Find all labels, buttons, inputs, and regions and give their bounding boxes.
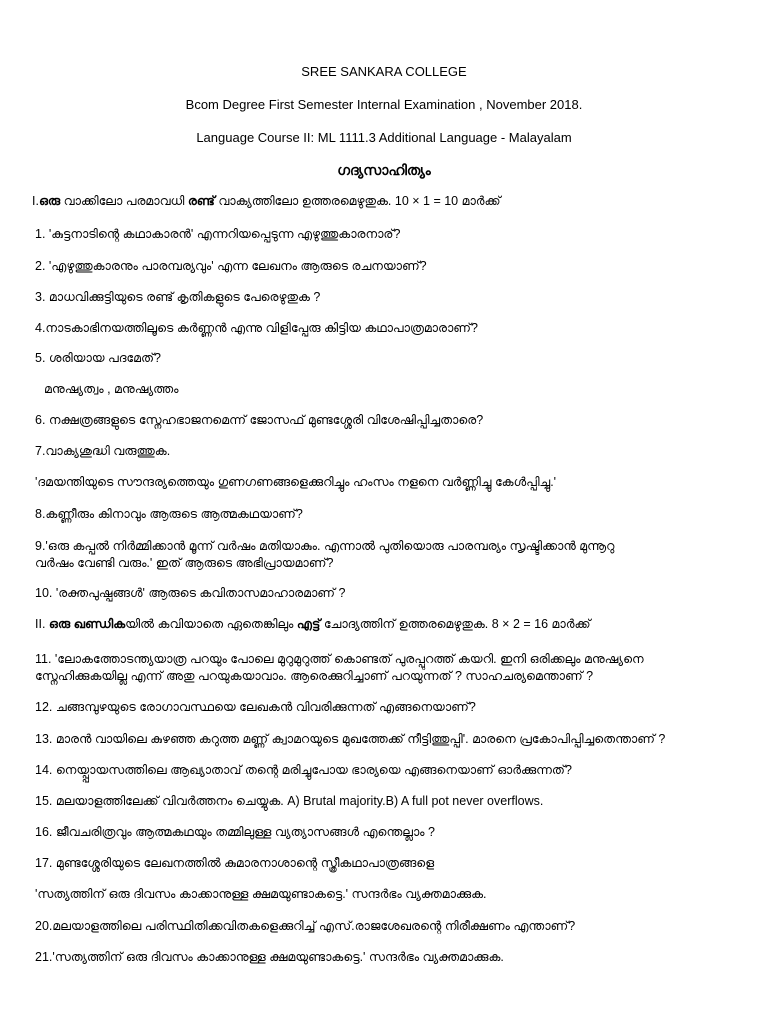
section-1-emph-two: രണ്ട് bbox=[187, 194, 215, 208]
section-1-text-a: വാക്കിലോ പരമാവധി bbox=[60, 194, 188, 208]
question-20: 20.മലയാളത്തിലെ പരിസ്ഥിതിക്കവിതകളെക്കുറിച്ച് എസ്.രാജശേഖരന്റെ നിരീക്ഷണം എന്താണ്? bbox=[35, 919, 576, 933]
question-4: 4.നാടകാഭിനയത്തിലൂടെ കർണ്ണൻ എന്നു വിളിപ്പേരു കിട്ടിയ കഥാപാത്രമാരാണ്? bbox=[35, 321, 478, 335]
question-1: 1. 'കുട്ടനാടിന്റെ കഥാകാരൻ' എന്നറിയപ്പെടുന്ന എഴുത്തുകാരനാര്? bbox=[35, 227, 401, 241]
question-14: 14. നെയ്പ്പായസത്തിലെ ആഖ്യാതാവ് തന്റെ മരിച്ചുപോയ ഭാര്യയെ എങ്ങനെയാണ് ഓർക്കുന്നത്? bbox=[35, 763, 572, 777]
question-8: 8.കണ്ണീരും കിനാവും ആരുടെ ആത്മകഥയാണ്? bbox=[35, 507, 303, 521]
section-2-text-a: യിൽ കവിയാതെ ഏതെങ്കിലും bbox=[125, 617, 297, 631]
question-7-sentence: 'ദമയന്തിയുടെ സൗന്ദര്യത്തെയും ഗുണഗണങ്ങളെക്കുറിച്ചും ഹംസം നളനെ വർണ്ണിച്ചു കേൾപ്പിച്ചു.' bbox=[35, 475, 557, 489]
section-2-instruction bbox=[35, 616, 591, 632]
question-5-options: മനുഷ്യത്വം , മനുഷ്യത്തം bbox=[44, 382, 179, 396]
exam-title: Bcom Degree First Semester Internal Examination , November 2018. bbox=[185, 97, 583, 112]
college-name: SREE SANKARA COLLEGE bbox=[301, 64, 467, 79]
question-15: 15. മലയാളത്തിലേക്ക് വിവർത്തനം ചെയ്യുക. A) Brutal majority.B) A full pot never overflows. bbox=[35, 794, 544, 808]
question-2: 2. 'എഴുത്തുകാരനും പാരമ്പര്യവും' എന്ന ലേഖനം ആരുടെ രചനയാണ്? bbox=[35, 259, 427, 273]
question-11-line-2: സ്നേഹിക്കുകയില്ല എന്ന് അതു പറയുകയാവാം. ആരെക്കുറിച്ചാണ് പറയുന്നത് ? സാഹചര്യമെന്താണ് ? bbox=[35, 669, 594, 683]
question-9-line-2: വർഷം വേണ്ടി വരും.' ഇത് ആരുടെ അഭിപ്രായമാണ്? bbox=[35, 556, 334, 570]
section-2-emph-paragraph: ഒരു ഖണ്ഡിക bbox=[48, 617, 126, 631]
subject-title: ഗദ്യസാഹിത്യം bbox=[337, 162, 431, 178]
course-title: Language Course II: ML 1111.3 Additional Language - Malayalam bbox=[196, 130, 572, 145]
question-21: 21.'സത്യത്തിന് ഒരു ദിവസം കാക്കാനുള്ള ക്ഷമയുണ്ടാകട്ടെ.' സന്ദർഭം വ്യക്തമാക്കുക. bbox=[35, 950, 504, 964]
section-2-number: II. bbox=[35, 617, 49, 631]
section-2-emph-eight: എട്ട് bbox=[296, 617, 321, 631]
section-1-emph-one: ഒരു bbox=[38, 194, 61, 208]
question-5: 5. ശരിയായ പദമേത്? bbox=[35, 351, 161, 365]
section-1-number: I. bbox=[32, 194, 39, 208]
question-17: 17. മുണ്ടശ്ശേരിയുടെ ലേഖനത്തിൽ കുമാരനാശാന്റെ സ്ത്രീകഥാപാത്രങ്ങളെ bbox=[35, 856, 435, 870]
question-10: 10. 'രക്തപുഷ്പങ്ങൾ' ആരുടെ കവിതാസമാഹാരമാണ് ? bbox=[35, 586, 346, 600]
section-1-instruction bbox=[32, 193, 501, 209]
question-13: 13. മാരൻ വായിലെ കുഴഞ്ഞ കറുത്ത മണ്ണ് ക്വാമറയുടെ മുഖത്തേക്ക് നീട്ടിത്തുപ്പി'. മാരനെ പ്രകോപിപ്പിച്ചതെന്താണ് ? bbox=[35, 732, 666, 746]
question-7: 7.വാക്യശുദ്ധി വരുത്തുക. bbox=[35, 444, 171, 458]
section-2-text-b: ചോദ്യത്തിന് ഉത്തരമെഴുതുക. 8 × 2 = 16 മാർക്ക് bbox=[320, 617, 591, 631]
question-11-line-1: 11. 'ലോകത്തോടന്ത്യയാത്ര പറയും പോലെ മുറുമുറുത്ത് കൊണ്ടത് പുരപ്പുറത്ത് കയറി. ഇനി ഒരിക്കലും മനുഷ്യനെ bbox=[35, 652, 644, 666]
section-1-text-b: വാക്യത്തിലോ ഉത്തരമെഴുതുക. 10 × 1 = 10 മാർക്ക് bbox=[214, 194, 501, 208]
question-9-line-1: 9.'ഒരു കപ്പൽ നിർമ്മിക്കാൻ മൂന്ന് വർഷം മതിയാകും. എന്നാൽ പുതിയൊരു പാരമ്പര്യം സൃഷ്ടിക്കാൻ മുന്നൂറു bbox=[35, 539, 615, 553]
question-12: 12. ചങ്ങമ്പുഴയുടെ രോഗാവസ്ഥയെ ലേഖകൻ വിവരിക്കുന്നത് എങ്ങനെയാണ്? bbox=[35, 700, 476, 714]
question-16: 16. ജീവചരിത്രവും ആത്മകഥയും തമ്മിലുള്ള വ്യത്യാസങ്ങൾ എന്തെല്ലാം ? bbox=[35, 825, 435, 839]
question-3: 3. മാധവിക്കുട്ടിയുടെ രണ്ട് കൃതികളുടെ പേരെഴുതുക ? bbox=[35, 290, 321, 304]
question-17-sentence: 'സത്യത്തിന് ഒരു ദിവസം കാക്കാനുള്ള ക്ഷമയുണ്ടാകട്ടെ.' സന്ദർഭം വ്യക്തമാക്കുക. bbox=[35, 887, 487, 901]
question-6: 6. നക്ഷത്രങ്ങളുടെ സ്നേഹഭാജനമെന്ന് ജോസഫ് മുണ്ടശ്ശേരി വിശേഷിപ്പിച്ചതാരെ? bbox=[35, 413, 484, 427]
